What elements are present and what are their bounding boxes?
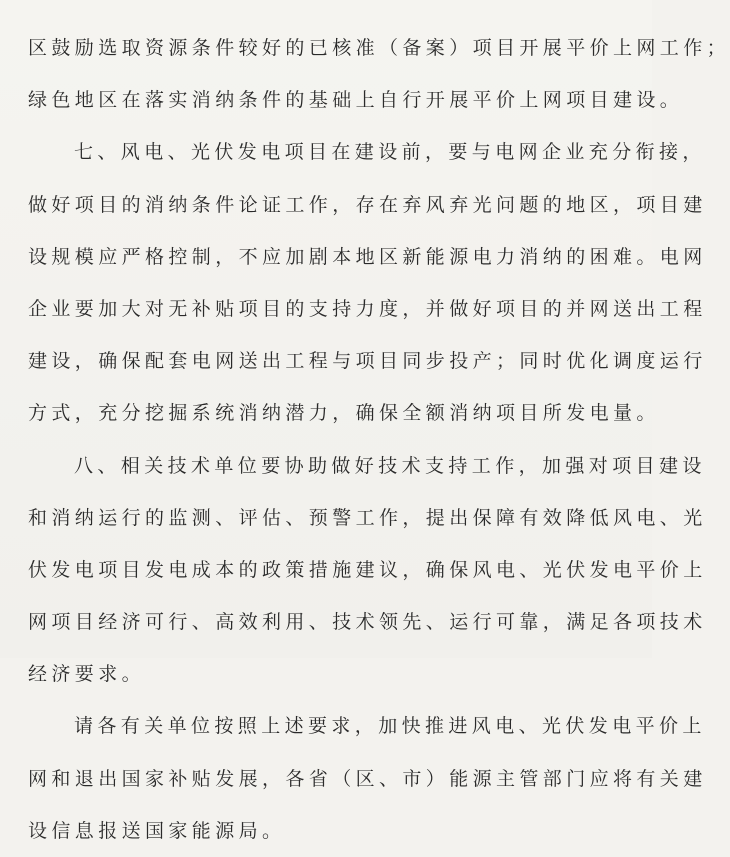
text-line: 网和退出国家补贴发展，各省（区、市）能源主管部门应将有关建 (28, 767, 707, 790)
paragraph-start-line: 七、风电、光伏发电项目在建设前，要与电网企业充分衔接， (74, 141, 706, 164)
text-line: 设规模应严格控制，不应加剧本地区新能源电力消纳的困难。电网 (28, 245, 707, 268)
text-line: 方式，充分挖掘系统消纳潜力，确保全额消纳项目所发电量。 (28, 402, 660, 425)
text-line: 企业要加大对无补贴项目的支持力度，并做好项目的并网送出工程 (28, 297, 707, 320)
text-line: 建设，确保配套电网送出工程与项目同步投产；同时优化调度运行 (28, 350, 707, 373)
text-line: 设信息报送国家能源局。 (28, 819, 286, 842)
text-line: 区鼓励选取资源条件较好的已核准（备案）项目开展平价上网工作； (28, 37, 730, 59)
text-line: 绿色地区在落实消纳条件的基础上自行开展平价上网项目建设。 (28, 89, 684, 112)
paragraph-start-line: 请各有关单位按照上述要求，加快推进风电、光伏发电平价上 (74, 715, 706, 738)
text-line: 伏发电项目发电成本的政策措施建议，确保风电、光伏发电平价上 (28, 558, 707, 581)
text-line: 做好项目的消纳条件论证工作，存在弃风弃光问题的地区，项目建 (28, 193, 707, 216)
text-line: 经济要求。 (28, 663, 146, 686)
paragraph-start-line: 八、相关技术单位要协助做好技术支持工作，加强对项目建设 (74, 454, 706, 477)
text-line: 和消纳运行的监测、评估、预警工作，提出保障有效降低风电、光 (28, 506, 707, 529)
text-line: 网项目经济可行、高效利用、技术领先、运行可靠，满足各项技术 (28, 611, 707, 634)
